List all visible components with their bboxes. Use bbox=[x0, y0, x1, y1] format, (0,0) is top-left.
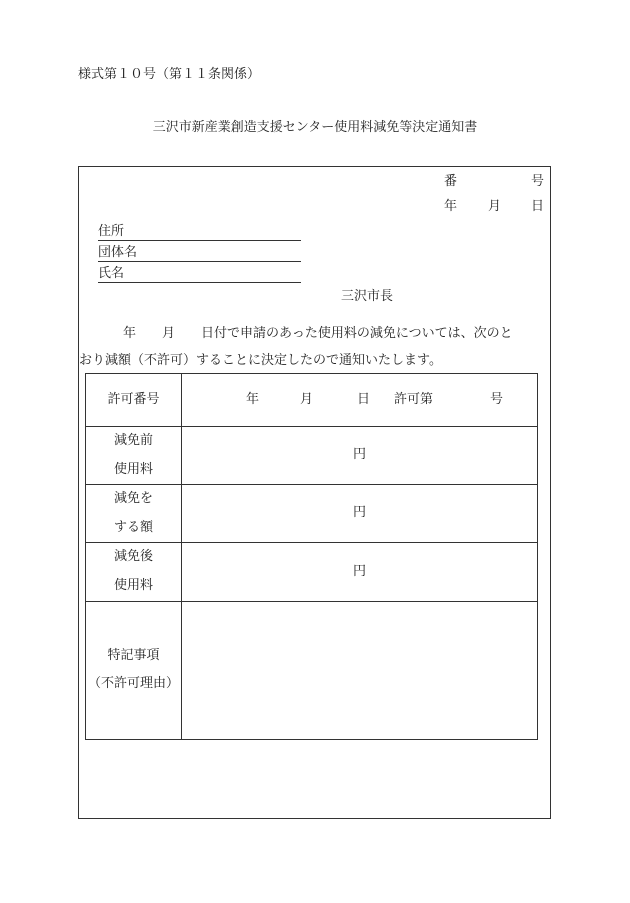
table-row bbox=[86, 427, 538, 485]
permit-number-label: 許可番号 bbox=[86, 374, 182, 427]
group-label: 団体名 bbox=[98, 245, 138, 260]
form-number: 様式第１０号（第１１条関係） bbox=[78, 67, 261, 82]
number-suffix: 号 bbox=[530, 174, 544, 189]
table-row bbox=[86, 543, 538, 601]
document-title: 三沢市新産業創造支援センター使用料減免等決定通知書 bbox=[152, 120, 478, 135]
permit-prefix: 許可第 bbox=[394, 392, 434, 407]
name-label: 氏名 bbox=[98, 266, 125, 281]
name-field bbox=[98, 267, 301, 283]
row-label-line-1: 減免後 bbox=[113, 549, 153, 565]
remarks-label-line-1: 特記事項 bbox=[107, 647, 160, 663]
row-label-line-1: 減免前 bbox=[113, 433, 153, 448]
number-label: 番 bbox=[444, 174, 458, 189]
address-label: 住所 bbox=[98, 224, 125, 239]
row-label bbox=[86, 543, 182, 601]
row-label bbox=[86, 485, 182, 543]
row-label bbox=[86, 427, 182, 485]
group-field bbox=[98, 246, 301, 262]
remarks-row bbox=[86, 601, 538, 739]
date-year: 年 bbox=[444, 199, 458, 214]
row-label-line-1: 減免を bbox=[113, 491, 153, 507]
table-row bbox=[86, 485, 538, 543]
notice-frame bbox=[78, 166, 551, 819]
date-month: 月 bbox=[488, 199, 502, 214]
row-value: 円 bbox=[182, 485, 538, 543]
issuer-name: 三沢市長 bbox=[341, 289, 394, 304]
permit-year: 年 bbox=[246, 392, 260, 407]
permit-suffix: 号 bbox=[490, 392, 504, 407]
notice-text-line-2: おり減額（不許可）することに決定したので通知いたします。 bbox=[79, 353, 442, 368]
permit-number-value bbox=[182, 374, 538, 427]
date-day: 日 bbox=[530, 199, 544, 214]
row-value: 円 bbox=[182, 427, 538, 485]
row-label-line-2: 使用料 bbox=[113, 577, 153, 593]
permit-month: 月 bbox=[300, 392, 314, 407]
notice-text-line-1: 年 月 日付で申請のあった使用料の減免については、次のと bbox=[123, 326, 513, 341]
permit-row bbox=[86, 374, 538, 427]
remarks-label-line-2: （不許可理由） bbox=[87, 676, 179, 692]
row-label-line-2: 使用料 bbox=[113, 461, 153, 477]
row-label-line-2: する額 bbox=[113, 519, 153, 535]
fee-table bbox=[85, 373, 538, 740]
address-field bbox=[98, 225, 301, 241]
permit-day: 日 bbox=[357, 392, 371, 407]
remarks-label bbox=[86, 601, 182, 739]
row-value: 円 bbox=[182, 543, 538, 601]
remarks-value bbox=[182, 601, 538, 739]
